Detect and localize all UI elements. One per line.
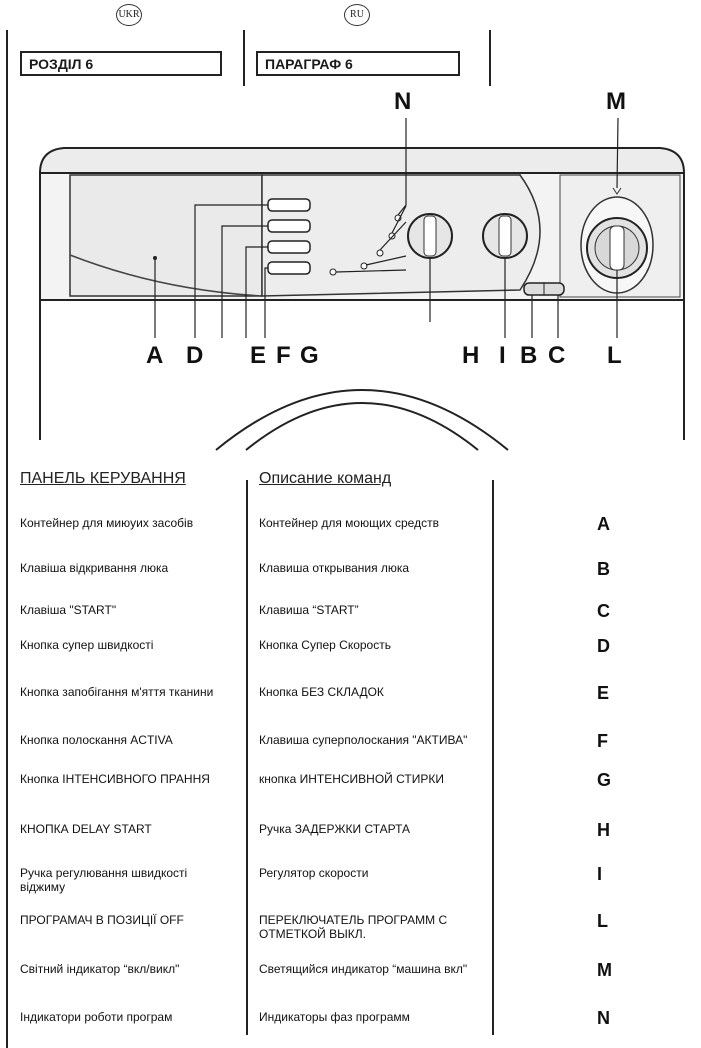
row-ukr-text: Світний індикатор “вкл/викл" [20,962,180,976]
column-header-ukr: ПАНЕЛЬ КЕРУВАННЯ [20,470,186,487]
row-letter: F [597,731,608,751]
control-panel-diagram [0,0,701,460]
callout-f: F [276,342,291,369]
row-ru-text: Светящийся индикатор “машина вкл" [259,962,468,976]
callout-h: H [462,342,480,369]
row-letter: M [597,960,612,980]
row-ru-text: Контейнер для моющих средств [259,516,439,530]
row-letter: D [597,636,610,656]
section-title-ru: ПАРАГРАФ 6 [256,51,460,76]
row-ru-text: Индикаторы фаз программ [259,1010,410,1024]
row-ru-text: Кнопка Супер Скорость [259,638,391,652]
row-letter: H [597,820,610,840]
button-f [268,241,310,253]
callout-m: M [606,88,626,115]
door-inner [246,403,478,450]
row-ukr-text: Кнопка ІНТЕНСИВНОГО ПРАННЯ [20,772,210,786]
callout-a: A [146,342,164,369]
row-ukr-text: Кнопка полоскання ACTIVA [20,733,173,747]
callout-c: C [548,342,566,369]
row-ukr-text: Контейнер для миюуих засобів [20,516,194,530]
table-divider-1 [246,480,248,1035]
row-letter: A [597,514,610,534]
callout-i: I [499,342,506,369]
lang-mark-ukr: UKR [116,4,142,26]
row-letter: L [597,911,608,931]
table-divider-2 [492,480,494,1035]
row-ru-text: Регулятор скорости [259,866,369,880]
row-letter: C [597,601,610,621]
lang-mark-ru: RU [344,4,370,26]
row-ukr-text: Ручка регулювання швидкості віджиму [20,866,188,894]
callout-l: L [607,342,622,369]
row-ru-text: Клавиша открывания люка [259,561,410,575]
row-letter: N [597,1008,610,1028]
row-ru-text: кнопка ИНТЕНСИВНОЙ СТИРКИ [259,772,444,786]
row-letter: I [597,864,603,884]
callout-b: B [520,342,538,369]
row-ru-text: Клавиша “START” [259,603,359,617]
row-ru-text: Клавиша суперполоскания "АКТИВА" [259,733,468,747]
row-ru-text: Ручка ЗАДЕРЖКИ СТАРТА [259,822,411,836]
callout-e: E [250,342,267,369]
row-ukr-text: ПРОГРАМАЧ В ПОЗИЦІЇ OFF [20,913,184,927]
door-outer [216,390,508,450]
row-ukr-text: Індикатори роботи програм [20,1010,173,1024]
row-ru-text: ПЕРЕКЛЮЧАТЕЛЬ ПРОГРАММ С ОТМЕТКОЙ ВЫКЛ. [259,913,448,941]
detergent-drawer [70,175,262,296]
row-ukr-text: Клавіша відкривання люка [20,561,169,575]
row-letter: E [597,683,610,703]
button-d [268,199,310,211]
row-ukr-text: Кнопка запобігання м'яття тканини [20,685,214,699]
callout-d: D [186,342,204,369]
callout-g: G [300,342,319,369]
row-letter: G [597,770,612,790]
callout-n: N [394,88,412,115]
row-ukr-text: Кнопка супер швидкості [20,638,154,652]
row-ukr-text: Клавіша "START" [20,603,117,617]
button-g [268,262,310,274]
section-title-ukr: РОЗДІЛ 6 [20,51,222,76]
column-header-ru: Описание команд [259,470,392,487]
row-ru-text: Кнопка БЕЗ СКЛАДОК [259,685,384,699]
row-letter: B [597,559,610,579]
row-ukr-text: КНОПКА DELAY START [20,822,152,836]
button-e [268,220,310,232]
